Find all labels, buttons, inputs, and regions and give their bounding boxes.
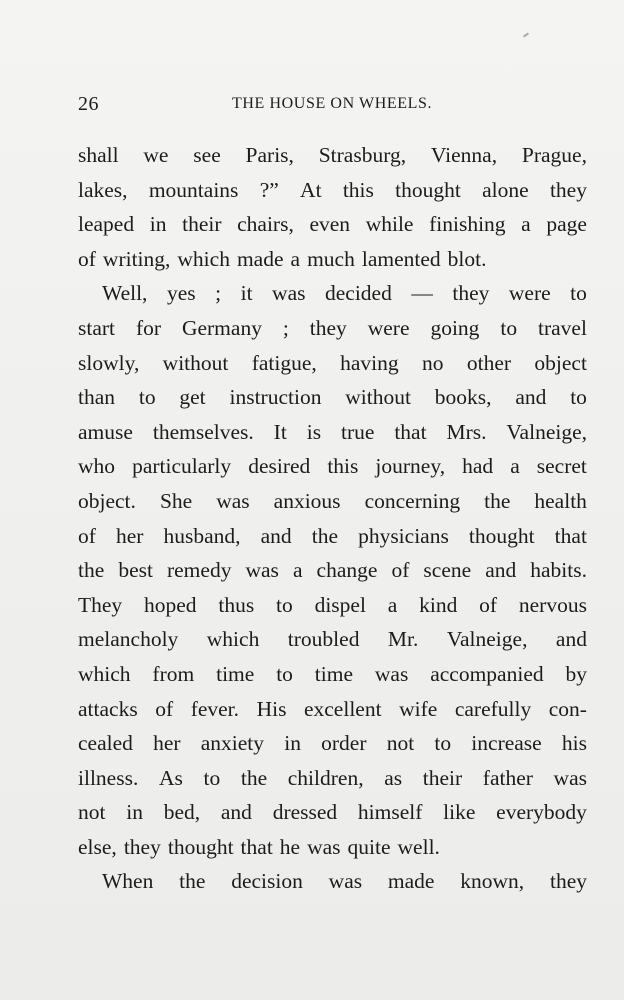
text-line: melancholy which troubled Mr. Valneige, and [78, 627, 587, 652]
text-line: When the decision was made known, they [102, 869, 587, 894]
text-line: the best remedy was a change of scene and habits. [78, 558, 587, 583]
page-number: 26 [78, 93, 99, 115]
text-line: than to get instruction without books, and to [78, 385, 587, 410]
text-line: who particularly desired this journey, had a secret [78, 454, 587, 479]
running-title: THE HOUSE ON WHEELS. [232, 95, 433, 112]
text-line: They hoped thus to dispel a kind of nervous [78, 592, 587, 617]
text-line: of writing, which made a much lamented blot. [78, 246, 487, 271]
text-line: Well, yes ; it was decided — they were to [102, 281, 587, 306]
text-line: start for Germany ; they were going to travel [78, 315, 587, 340]
text-line: else, they thought that he was quite well. [78, 834, 440, 859]
text-line: shall we see Paris, Strasburg, Vienna, Prague, [78, 143, 587, 167]
text-line: not in bed, and dressed himself like everybody [78, 800, 587, 825]
text-line: lakes, mountains ?” At this thought alone they [78, 177, 587, 202]
body-text [78, 138, 587, 899]
text-line: which from time to time was accompanied by [78, 661, 587, 686]
running-head [78, 91, 587, 117]
text-line: cealed her anxiety in order not to increase his [78, 731, 587, 756]
text-line: leaped in their chairs, even while finishing a page [78, 212, 587, 237]
text-line: slowly, without fatigue, having no other object [78, 350, 587, 375]
text-line: amuse themselves. It is true that Mrs. Valneige, [78, 419, 587, 444]
text-line: attacks of fever. His excellent wife carefully con- [78, 696, 587, 721]
text-line: object. She was anxious concerning the health [78, 488, 587, 513]
text-line: of her husband, and the physicians thought that [78, 523, 587, 548]
text-line: illness. As to the children, as their father was [78, 765, 587, 790]
ink-speck [523, 32, 529, 37]
